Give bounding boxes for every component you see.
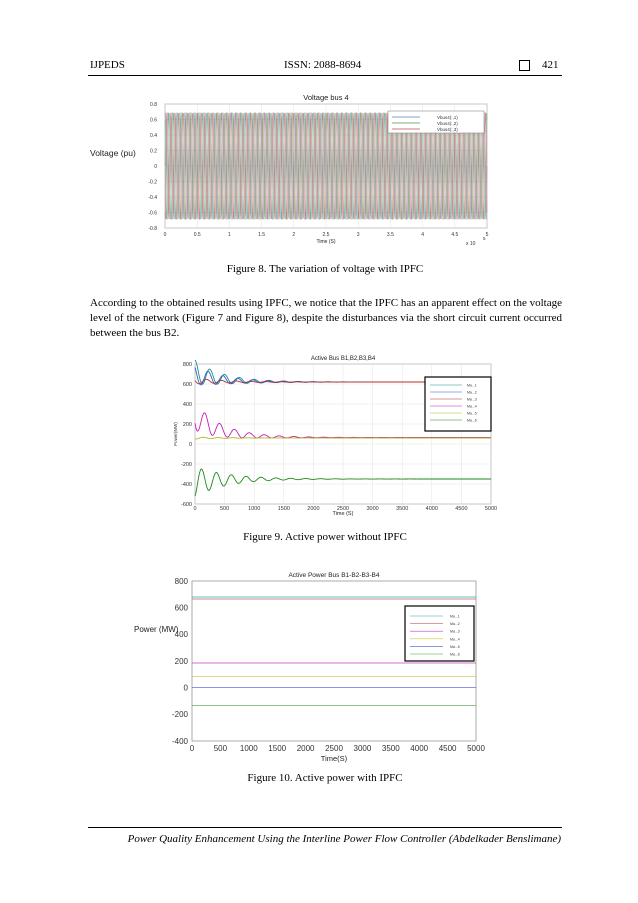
legend-entry: Ma...5 <box>467 411 477 416</box>
y-tick-label: 800 <box>182 361 192 368</box>
chart-title: Voltage bus 4 <box>303 93 349 102</box>
legend-entry: Ma...1 <box>467 383 477 388</box>
legend-entry: Ma...2 <box>450 622 460 627</box>
x-axis-label: Time(S) <box>320 754 348 763</box>
legend-entry: Ma...2 <box>467 390 477 395</box>
y-tick-label: 600 <box>174 603 188 613</box>
chart-title: Active Bus B1,B2,B3,B4 <box>310 356 376 362</box>
y-tick-label: -0.2 <box>148 179 157 186</box>
figure-8-caption: Figure 8. The variation of voltage with IPFC <box>226 263 424 275</box>
y-axis-label: Voltage (pu) <box>90 148 136 158</box>
y-axis-label: Power (MW) <box>134 625 179 634</box>
y-tick-label: 400 <box>174 630 188 640</box>
legend-entry: Ma...4 <box>450 637 460 642</box>
y-tick-label: -0.4 <box>148 194 157 201</box>
legend-entry: Ma...1 <box>450 614 460 619</box>
x-tick-label: 0.5 <box>193 232 201 238</box>
issn: ISSN: 2088-8694 <box>284 59 362 71</box>
legend-entry: Ma...3 <box>467 397 477 402</box>
footer-rule <box>88 827 562 828</box>
y-tick-label: 200 <box>182 421 192 428</box>
x-tick-label: 3500 <box>396 506 409 512</box>
x-tick-label: 1 <box>228 232 231 238</box>
chart-title: Active Power Bus B1-B2-B3-B4 <box>288 572 380 579</box>
x-tick-label: 2500 <box>325 744 343 753</box>
y-tick-label: -400 <box>180 481 192 488</box>
legend-entry: Ma...6 <box>467 418 477 423</box>
y-tick-label: 0 <box>188 441 192 448</box>
x-tick-label: 2.5 <box>322 232 330 238</box>
body-paragraph: According to the obtained results using IPFC, we notice that the IPFC has an apparent effect on the voltage level of the network (Figure 7 and Figure 8), despite the disturbances via the short circuit current occurred between the bus B2. <box>90 297 562 339</box>
footer-text: Power Quality Enhancement Using the Interline Power Flow Controller (Abdelkader Benslimane) <box>127 833 561 845</box>
x-tick-label: 3500 <box>381 744 400 753</box>
y-tick-label: -0.8 <box>148 225 157 232</box>
y-axis-label: Power(MW) <box>173 422 178 446</box>
y-tick-label: 0 <box>154 163 157 170</box>
x-tick-label: 2500 <box>336 506 350 512</box>
x-tick-label: 2000 <box>296 744 315 753</box>
legend-entry: Vbus4(:,3) <box>437 126 458 132</box>
legend-entry: Ma...4 <box>467 404 477 409</box>
x-tick-label: 4000 <box>410 744 429 753</box>
y-tick-label: -600 <box>180 501 192 508</box>
x-tick-label: 2 <box>292 232 296 238</box>
x-tick-label: 0 <box>193 506 197 512</box>
y-tick-label: 400 <box>182 401 192 408</box>
x-tick-label: 5 <box>485 232 489 238</box>
x-tick-label: 4500 <box>438 744 457 753</box>
legend-entry: Vbus4(:,2) <box>437 120 458 126</box>
x-tick-label: 3.5 <box>386 232 394 238</box>
y-tick-label: 0.2 <box>150 148 157 155</box>
y-tick-label: -200 <box>180 461 192 468</box>
x-multiplier-exponent: 5 <box>483 236 486 241</box>
x-tick-label: 0 <box>163 232 167 238</box>
x-tick-label: 1500 <box>277 506 290 512</box>
x-tick-label: 500 <box>220 506 230 512</box>
y-tick-label: 200 <box>174 656 188 666</box>
y-tick-label: -400 <box>171 736 188 746</box>
legend-entry: Ma...5 <box>450 644 460 649</box>
journal-name: IJPEDS <box>90 59 125 71</box>
legend-entry: Ma...6 <box>450 652 460 657</box>
y-tick-label: -200 <box>171 710 188 720</box>
figure-9-caption: Figure 9. Active power without IPFC <box>243 531 407 543</box>
x-tick-label: 1500 <box>268 744 287 753</box>
x-tick-label: 500 <box>213 744 228 753</box>
x-tick-label: 4 <box>421 232 424 238</box>
x-tick-label: 4.5 <box>451 232 459 238</box>
x-tick-label: 2000 <box>307 506 320 512</box>
legend-entry: Ma...3 <box>450 629 460 634</box>
y-tick-label: 0.6 <box>150 117 157 124</box>
x-axis-label: Time (S) <box>316 239 336 245</box>
legend-entry: Vbus4(:,1) <box>437 114 458 120</box>
y-tick-label: 600 <box>182 381 192 388</box>
x-tick-label: 1000 <box>248 506 261 512</box>
page-number: 421 <box>542 59 559 71</box>
y-tick-label: 0.4 <box>150 132 157 139</box>
y-tick-label: 0 <box>183 683 188 693</box>
x-tick-label: 1.5 <box>258 232 266 238</box>
x-tick-label: 5000 <box>484 506 498 512</box>
x-multiplier-label: x 10 <box>466 241 476 247</box>
y-tick-label: 800 <box>174 576 188 586</box>
x-tick-label: 1000 <box>239 744 258 753</box>
x-tick-label: 4000 <box>425 506 438 512</box>
x-tick-label: 3000 <box>366 506 379 512</box>
x-tick-label: 4500 <box>455 506 468 512</box>
legend-box <box>405 606 474 661</box>
x-tick-label: 0 <box>189 744 195 753</box>
x-tick-label: 3 <box>356 232 360 238</box>
y-tick-label: 0.8 <box>150 101 157 108</box>
figure-10-caption: Figure 10. Active power with IPFC <box>247 772 403 784</box>
x-tick-label: 3000 <box>353 744 372 753</box>
x-axis-label: Time (S) <box>332 511 354 517</box>
x-tick-label: 5000 <box>467 744 485 753</box>
y-tick-label: -0.6 <box>148 210 157 217</box>
